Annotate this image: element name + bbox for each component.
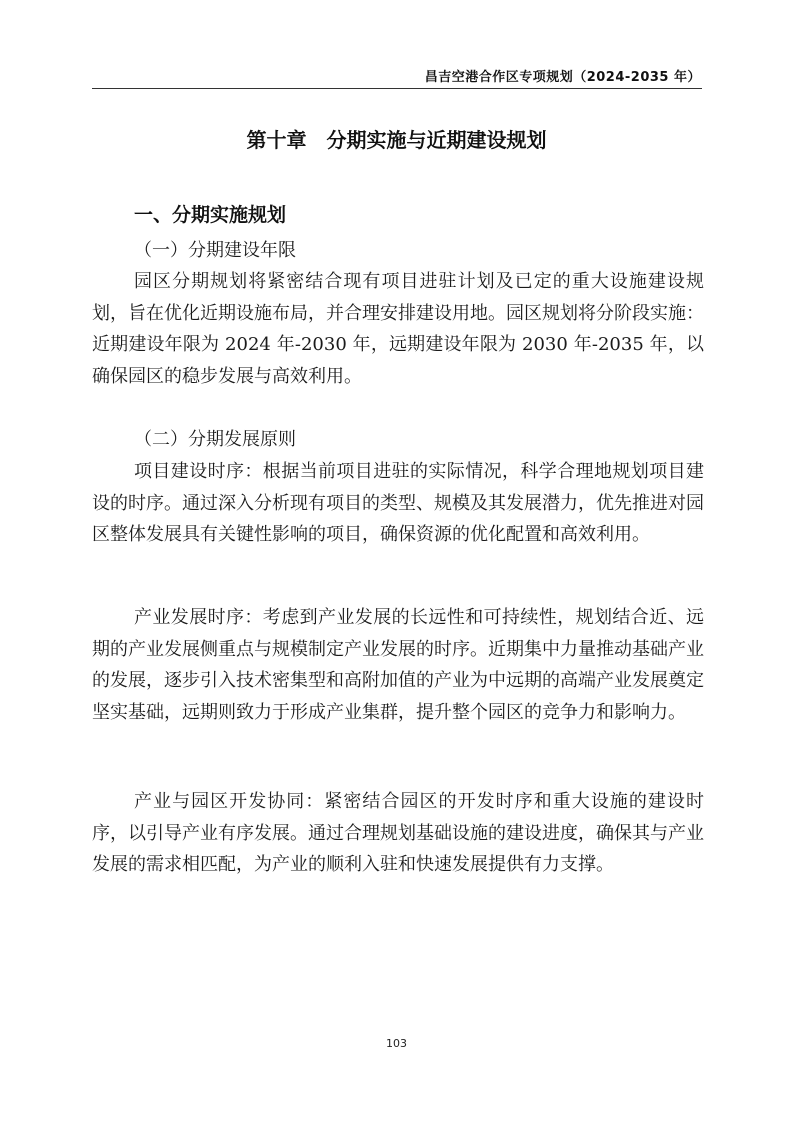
paragraph-project-sequence: 项目建设时序：根据当前项目进驻的实际情况，科学合理地规划项目建设的时序。通过深入分析现有项目的类型、规模及其发展潜力，优先推进对园区整体发展具有关键性影响的项目，确保资源的优化配置和高效利用。 [92, 461, 704, 545]
chapter-title: 第十章 分期实施与近期建设规划 [246, 128, 547, 152]
header-rule [92, 88, 702, 89]
paragraph-construction-period: 园区分期规划将紧密结合现有项目进驻计划及已定的重大设施建设规划，旨在优化近期设施布局，并合理安排建设用地。园区规划将分阶段实施：近期建设年限为 2024 年-2030 年，远期建设年限为 2030 年-2035 年，以确保园区的稳步发展与高效利用。 [92, 271, 704, 387]
section-title: 一、分期实施规划 [134, 204, 287, 226]
running-header: 昌吉空港合作区专项规划（2024-2035 年） [424, 70, 701, 85]
paragraph-industry-sequence: 产业发展时序：考虑到产业发展的长远性和可持续性，规划结合近、远期的产业发展侧重点与规模制定产业发展的时序。近期集中力量推动基础产业的发展，逐步引入技术密集型和高附加值的产业为中远期的高端产业发展奠定坚实基础，远期则致力于形成产业集群，提升整个园区的竞争力和影响力。 [92, 607, 704, 723]
subsection-heading-2: （二）分期发展原则 [134, 429, 296, 450]
paragraph-industry-park-coordination: 产业与园区开发协同：紧密结合园区的开发时序和重大设施的建设时序，以引导产业有序发展。通过合理规划基础设施的建设进度，确保其与产业发展的需求相匹配，为产业的顺利入驻和快速发展提供有力支撑。 [92, 791, 704, 875]
subsection-heading-1: （一）分期建设年限 [134, 240, 296, 261]
page-number: 103 [386, 1037, 407, 1050]
